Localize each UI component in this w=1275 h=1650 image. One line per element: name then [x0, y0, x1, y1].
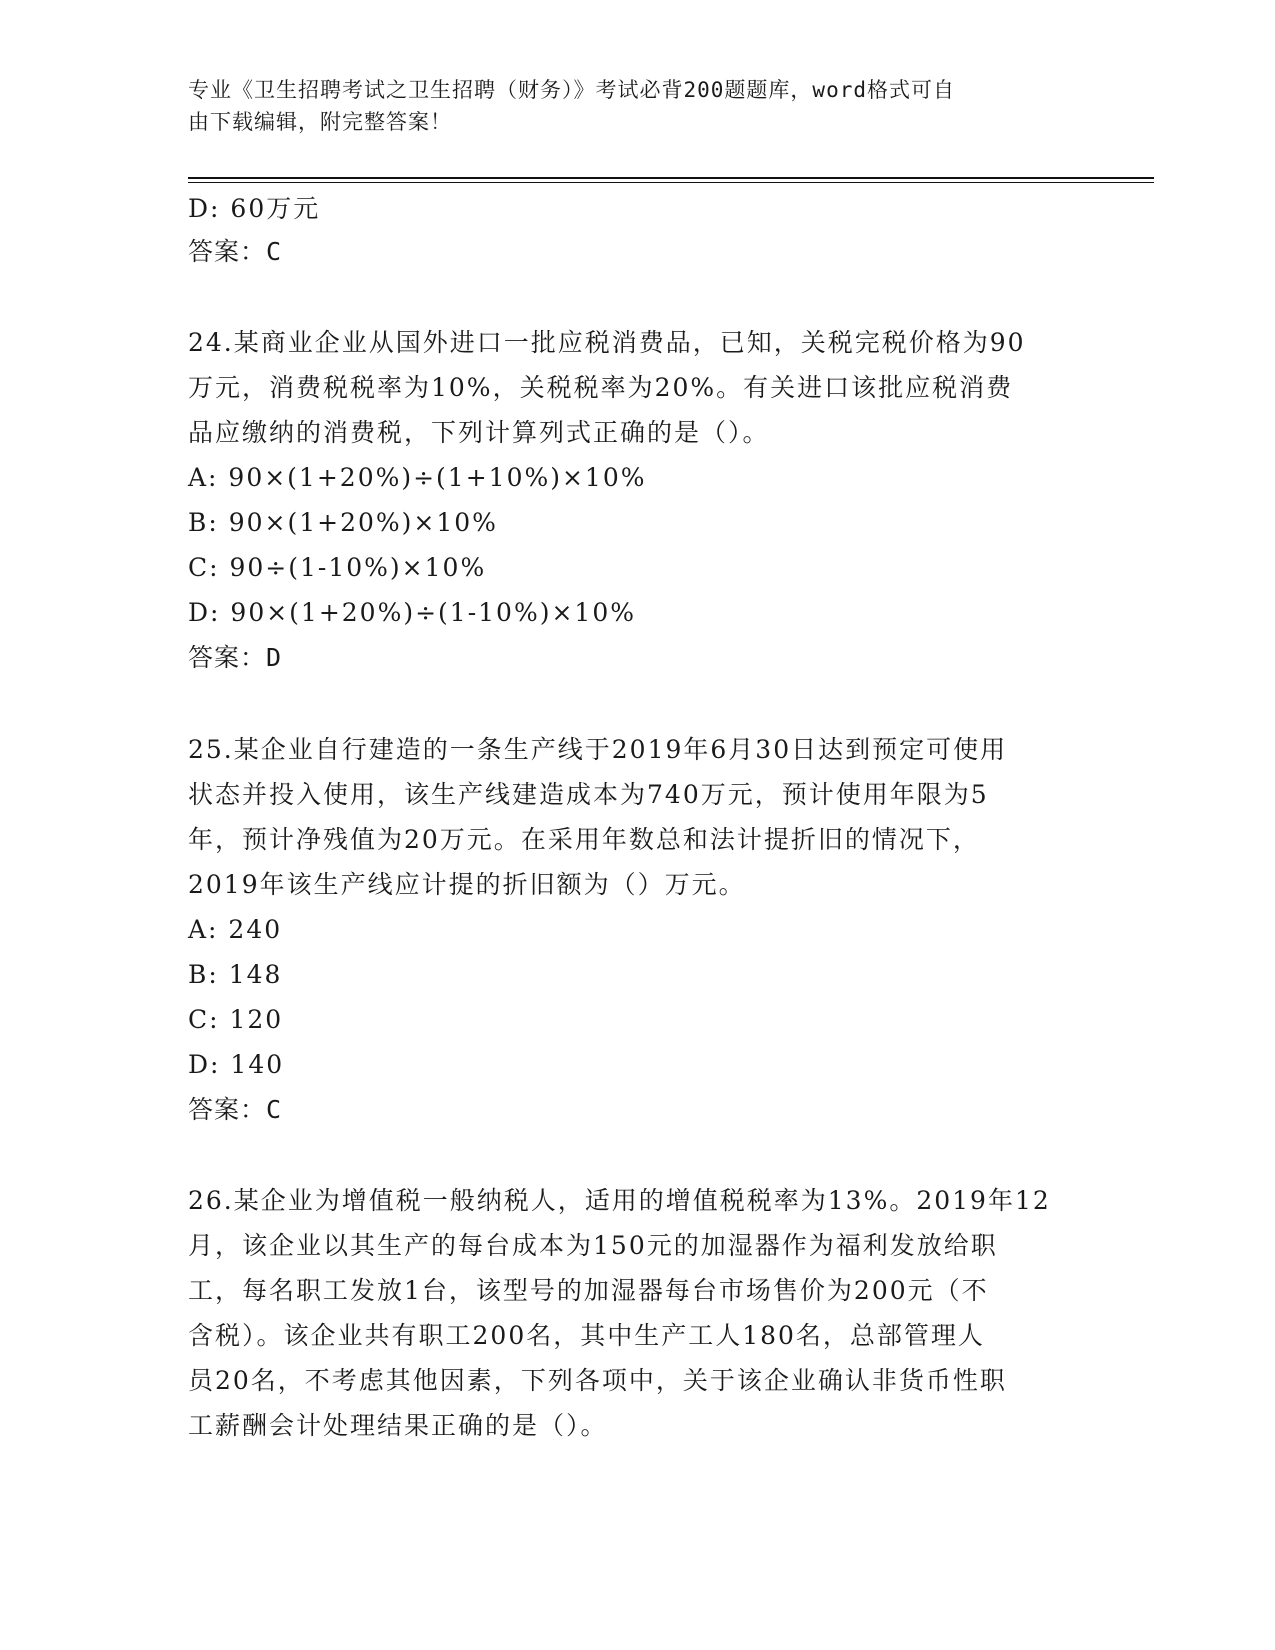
q24-option-a: A: 90×(1+20%)÷(1+10%)×10%: [188, 463, 647, 492]
q25-option-d: D: 140: [188, 1050, 285, 1079]
q26-stem-line-5: 员20名，不考虑其他因素，下列各项中，关于该企业确认非货币性职: [188, 1366, 1007, 1395]
header-title-line-2: 由下载编辑，附完整答案！: [188, 110, 452, 134]
q26-stem-line-6: 工薪酬会计处理结果正确的是（）。: [188, 1411, 608, 1440]
q26-stem-line-4: 含税）。该企业共有职工200名，其中生产工人180名，总部管理人: [188, 1321, 985, 1350]
q26-stem-line-2: 月，该企业以其生产的每台成本为150元的加湿器作为福利发放给职: [188, 1231, 998, 1260]
q26-stem-line-3: 工，每名职工发放1台，该型号的加湿器每台市场售价为200元（不: [188, 1276, 989, 1305]
q25-answer: 答案：C: [188, 1095, 283, 1124]
header-divider: [188, 177, 1154, 179]
header-title-line-1: 专业《卫生招聘考试之卫生招聘（财务）》考试必背200题题库，word格式可自: [188, 78, 955, 102]
q25-option-a: A: 240: [188, 915, 283, 944]
q24-option-b: B: 90×(1+20%)×10%: [188, 508, 498, 537]
q26-stem-line-1: 26.某企业为增值税一般纳税人，适用的增值税税率为13%。2019年12: [188, 1186, 1051, 1215]
q24-answer: 答案：D: [188, 643, 283, 672]
q25-stem-line-1: 25.某企业自行建造的一条生产线于2019年6月30日达到预定可使用: [188, 735, 1008, 764]
header-divider-thin: [188, 182, 1154, 183]
q25-stem-line-2: 状态并投入使用，该生产线建造成本为740万元，预计使用年限为5: [188, 780, 989, 809]
q25-option-b: B: 148: [188, 960, 283, 989]
q23-option-d: D: 60万元: [188, 194, 321, 223]
q25-stem-line-4: 2019年该生产线应计提的折旧额为（）万元。: [188, 870, 746, 899]
page-header: [188, 74, 1068, 138]
q24-option-d: D: 90×(1+20%)÷(1-10%)×10%: [188, 598, 636, 627]
q24-stem-line-3: 品应缴纳的消费税，下列计算列式正确的是（）。: [188, 418, 770, 447]
q24-option-c: C: 90÷(1-10%)×10%: [188, 553, 487, 582]
q24-stem-line-2: 万元，消费税税率为10%，关税税率为20%。有关进口该批应税消费: [188, 373, 1014, 402]
q25-option-c: C: 120: [188, 1005, 284, 1034]
q24-stem-line-1: 24.某商业企业从国外进口一批应税消费品，已知，关税完税价格为90: [188, 328, 1026, 357]
q23-answer: 答案：C: [188, 237, 283, 266]
q25-stem-line-3: 年，预计净残值为20万元。在采用年数总和法计提折旧的情况下，: [188, 825, 980, 854]
